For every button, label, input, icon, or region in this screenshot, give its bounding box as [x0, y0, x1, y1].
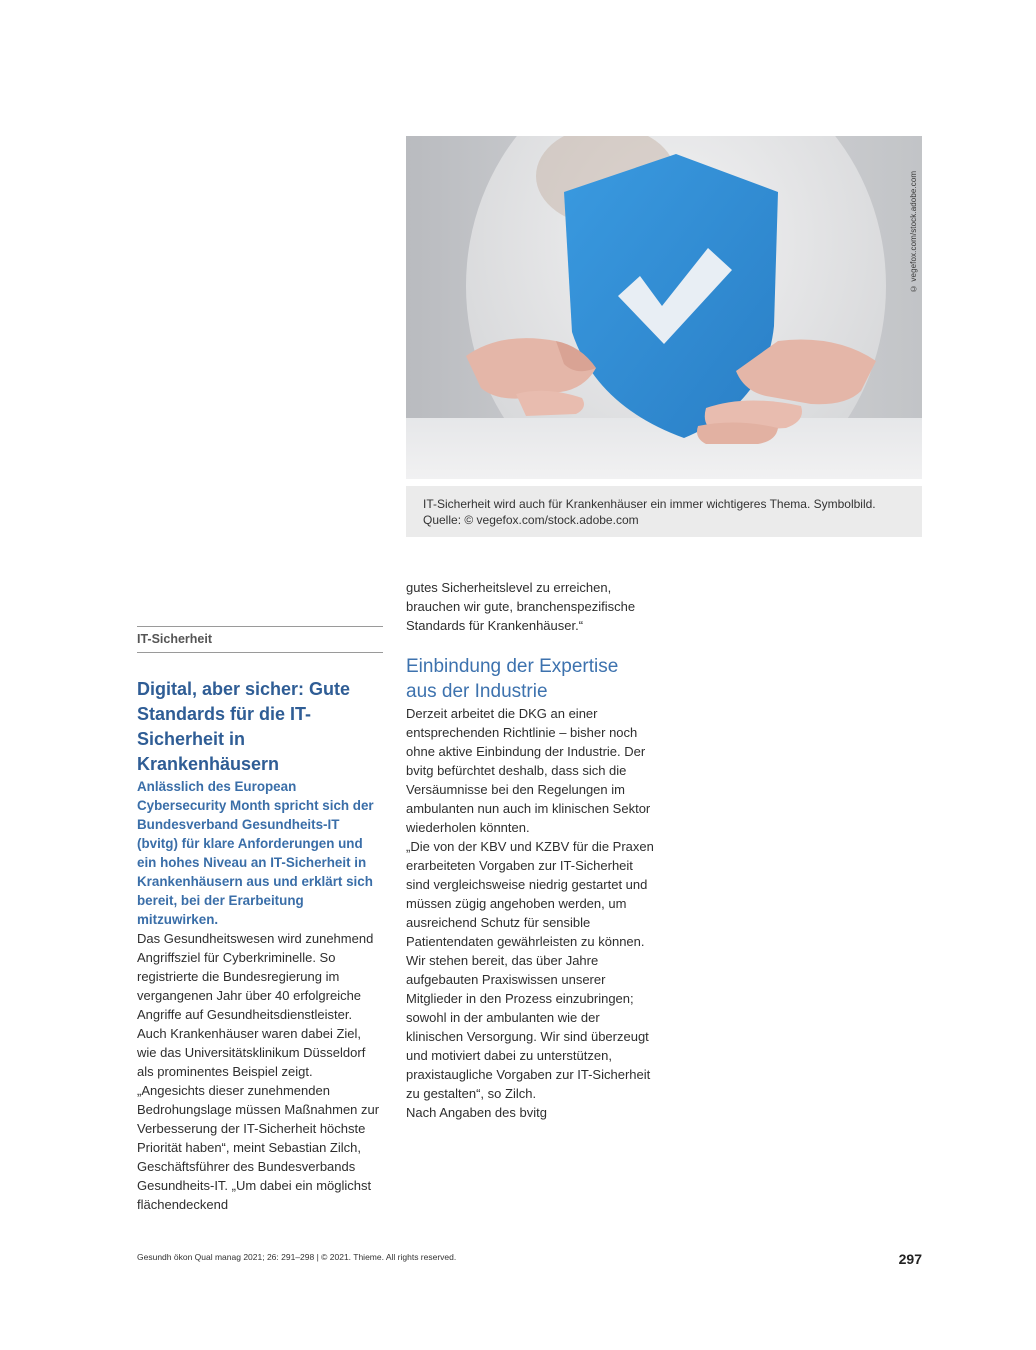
page-number: 297 — [898, 1251, 922, 1267]
source-note: Nach Angaben des bvitg — [406, 1105, 547, 1120]
paragraph-1: Das Gesundheitswesen wird zunehmend Angriffsziel für Cyberkriminelle. So registrierte die Bundesregierung im vergangenen Jahr über 40 erfolgreiche Angriffe auf Gesundheitsdienstleister. Auch Krankenhäuser waren dabei Ziel, wie das Universitätsklinikum Düsseldorf als prominentes Beispiel zeigt. — [137, 931, 374, 1079]
paragraph-3: Derzeit arbeitet die DKG an einer entsprechenden Richtlinie – bisher noch ohne aktive Einbindung der Industrie. Der bvitg befürchtet deshalb, dass sich die Versäumnisse bei den Regelungen im ambulanten nun auch im klinischen Sektor wiederholen könnten. — [406, 706, 651, 835]
paragraph-2: „Angesichts dieser zunehmenden Bedrohungslage müssen Maßnahmen zur Verbesserung der IT-Sicherheit höchste Priorität haben“, meint Sebastian Zilch, Geschäftsführer des Bundesverbands Gesundheits-IT. „Um dabei ein möglichst flächendeckend — [137, 1083, 380, 1212]
photo-credit: © vegefox.com/stock.adobe.com — [909, 170, 918, 293]
shield-check-icon — [406, 136, 922, 479]
right-column — [406, 578, 654, 1122]
article-lead: Anlässlich des European Cybersecurity Month spricht sich der Bundesverband Gesundheits-IT (bvitg) für klare Anforderungen und ein hohes Niveau an IT-Sicherheit in Krankenhäusern aus und erklärt sich bereit, bei der Erarbeitung mitzuwirken. — [137, 779, 374, 927]
paragraph-4: „Die von der KBV und KZBV für die Praxen erarbeiteten Vorgaben zur IT-Sicherheit sind vergleichsweise niedrig gestartet und müssen zügig angehoben werden, um ausreichend Schutz für sensible Patientendaten gewährleisten zu können. Wir stehen bereit, das über Jahre aufgebauten Praxiswissen unserer Mitglieder in den Prozess einzubringen; sowohl in der ambulanten wie der klinischen Versorgung. Wir sind überzeugt und motiviert dabei zu unterstützen, praxistaugliche Vorgaben zur IT-Sicherheit zu gestalten“, so Zilch. — [406, 839, 654, 1101]
article-headline: Digital, aber sicher: Gute Standards für die IT-Sicherheit in Krankenhäusern — [137, 679, 351, 774]
paragraph-2-continued: gutes Sicherheitslevel zu erreichen, brauchen wir gute, branchenspezifische Standards für Krankenhäuser.“ — [406, 580, 636, 633]
photo-caption: IT-Sicherheit wird auch für Krankenhäuser ein immer wichtigeres Thema. Symbolbild. Quelle: © vegefox.com/stock.adobe.com — [406, 486, 922, 537]
section-rubric: IT-Sicherheit — [137, 626, 383, 653]
article-photo — [406, 136, 922, 479]
left-column — [137, 626, 383, 1214]
subheading: Einbindung der Expertise aus der Industrie — [406, 656, 619, 702]
footer-citation: Gesundh ökon Qual manag 2021; 26: 291–298 | © 2021. Thieme. All rights reserved. — [137, 1252, 457, 1262]
